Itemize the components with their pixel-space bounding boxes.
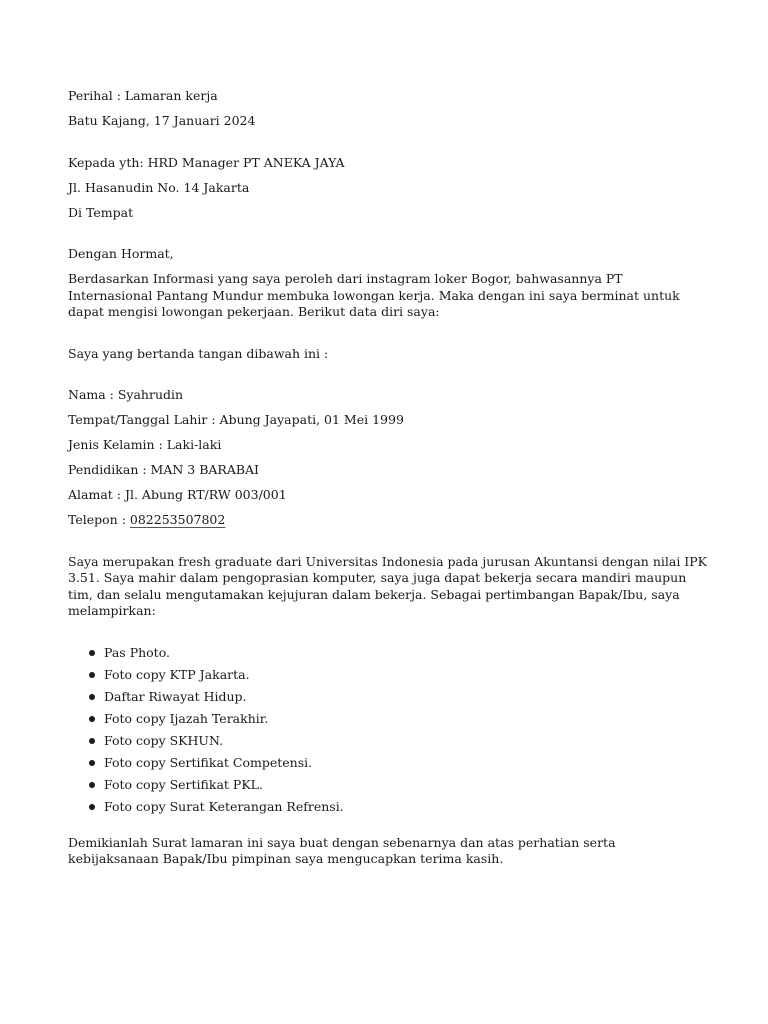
- attachment-item: [68, 799, 708, 816]
- salutation: Dengan Hormat,: [68, 246, 174, 261]
- spacer: [68, 628, 708, 645]
- spacer: [68, 230, 708, 247]
- bullet-icon: [89, 738, 95, 744]
- attachment-item: [68, 711, 708, 728]
- attachment-label: Foto copy Sertifikat PKL.: [104, 776, 263, 792]
- detail-birth: Tempat/Tanggal Lahir : Abung Jayapati, 01 Mei 1999: [68, 412, 404, 427]
- bullet-icon: [89, 804, 95, 810]
- signer-intro: Saya yang bertanda tangan dibawah ini :: [68, 345, 329, 361]
- attachment-item: [68, 667, 708, 684]
- letter-place-date: Batu Kajang, 17 Januari 2024: [68, 113, 256, 128]
- attachment-label: Foto copy Surat Keterangan Refrensi.: [104, 798, 344, 814]
- attachment-label: Foto copy Sertifikat Competensi.: [104, 754, 313, 770]
- detail-phone: [68, 512, 708, 529]
- detail-name: Nama : Syahrudin: [68, 387, 184, 402]
- bullet-icon: [89, 760, 95, 766]
- letter-subject: Perihal : Lamaran kerja: [68, 88, 218, 103]
- attachment-item: [68, 645, 708, 662]
- bullet-icon: [89, 694, 95, 700]
- intro-paragraph: Berdasarkan Informasi yang saya peroleh dari instagram loker Bogor, bahwasannya PT Internasional Pantang Mundur membuka lowongan kerja. Maka dengan ini saya berminat untuk dapat mengisi lowongan pekerjaan. Berikut data diri saya:: [68, 271, 680, 319]
- detail-gender: Jenis Kelamin : Laki-laki: [68, 437, 222, 452]
- recipient-address: Jl. Hasanudin No. 14 Jakarta: [68, 179, 250, 195]
- attachment-item: [68, 733, 708, 750]
- spacer: [68, 329, 708, 346]
- attachment-item: [68, 689, 708, 706]
- detail-address: Alamat : Jl. Abung RT/RW 003/001: [68, 487, 287, 502]
- attachment-item: [68, 755, 708, 772]
- phone-label: Telepon :: [68, 512, 130, 527]
- bullet-icon: [89, 650, 95, 656]
- closing-paragraph: Demikianlah Surat lamaran ini saya buat dengan sebenarnya dan atas perhatian serta kebijaksanaan Bapak/Ibu pimpinan saya mengucapkan terima kasih.: [68, 834, 616, 866]
- detail-education: Pendidikan : MAN 3 BARABAI: [68, 462, 259, 477]
- spacer: [68, 371, 708, 388]
- spacer: [68, 821, 708, 835]
- spacer: [68, 537, 708, 554]
- attachment-label: Foto copy KTP Jakarta.: [104, 666, 250, 682]
- body-paragraph: Saya merupakan fresh graduate dari Universitas Indonesia pada jurusan Akuntansi dengan nilai IPK 3.51. Saya mahir dalam pengoprasian komputer, saya juga dapat bekerja secara mandiri maupun tim, dan selalu mengutamakan kejujuran dalam bekerja. Sebagai pertimbangan Bapak/Ibu, saya melampirkan:: [68, 553, 707, 618]
- attachment-list: [68, 645, 708, 816]
- letter-document: [68, 88, 708, 876]
- bullet-icon: [89, 716, 95, 722]
- bullet-icon: [89, 672, 95, 678]
- recipient-location: Di Tempat: [68, 204, 134, 220]
- attachment-item: [68, 777, 708, 794]
- recipient-name: Kepada yth: HRD Manager PT ANEKA JAYA: [68, 154, 345, 170]
- attachment-label: Foto copy Ijazah Terakhir.: [104, 710, 269, 726]
- attachment-label: Pas Photo.: [104, 644, 170, 660]
- phone-link[interactable]: 082253507802: [129, 512, 226, 527]
- attachment-label: Foto copy SKHUN.: [104, 732, 224, 748]
- attachment-label: Daftar Riwayat Hidup.: [104, 688, 247, 704]
- spacer: [68, 138, 708, 155]
- bullet-icon: [89, 782, 95, 788]
